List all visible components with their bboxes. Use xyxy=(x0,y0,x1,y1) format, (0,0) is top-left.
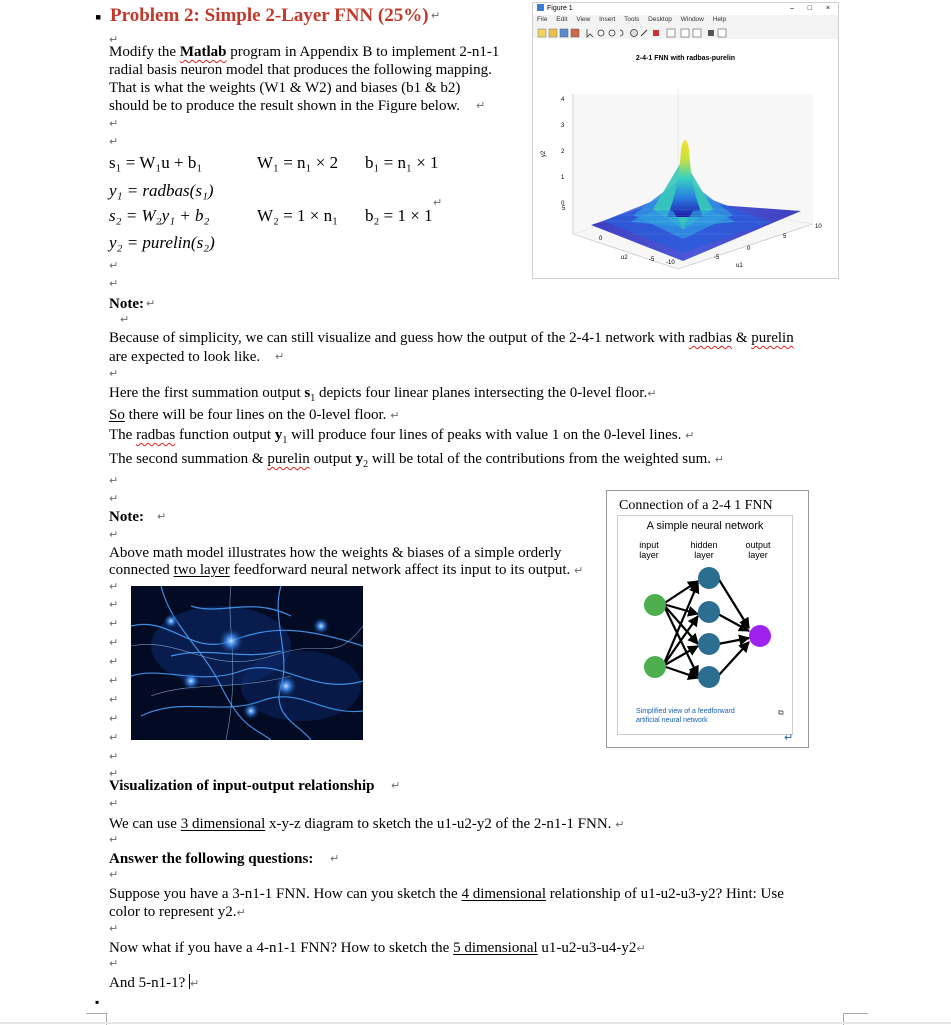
intro-line-4: should be to produce the result shown in the Figure below. xyxy=(109,98,461,114)
note-1-para-2-line-4: The second summation & purelin output $y_2$ will be total of the contributions from the weighted sum. ↵ xyxy=(109,451,724,470)
viz-heading: Visualization of input-output relationship xyxy=(109,778,375,794)
problem-title: Problem 2: Simple 2-Layer FNN (25%) xyxy=(110,5,429,26)
menu-desktop[interactable]: Desktop xyxy=(648,16,672,23)
return-mark: ↵ xyxy=(109,767,119,780)
maximize-button[interactable]: □ xyxy=(807,5,812,12)
question-1-line-2: color to represent y2.↵ xyxy=(109,904,246,920)
intro-line-2: radial basis neuron model that produces the following mapping. xyxy=(109,62,492,78)
return-mark: ↵ xyxy=(146,297,156,310)
return-mark: ↵ xyxy=(109,731,119,744)
eq-w2-size: W₂ = 1 × n₁ xyxy=(257,206,339,225)
note-1-para-2-line-2: So there will be four lines on the 0-level floor. ↵ xyxy=(109,407,400,423)
menu-view[interactable]: View xyxy=(576,16,591,23)
matlab-logo-icon xyxy=(537,4,544,11)
u2-tick-0: 0 xyxy=(599,236,603,242)
note-1-label: Note: xyxy=(109,296,144,312)
close-button[interactable]: × xyxy=(825,5,830,12)
menu-bar xyxy=(537,16,726,23)
nn-hidden-node-4 xyxy=(698,666,720,688)
return-mark: ↵ xyxy=(109,33,119,46)
return-mark: ↵ xyxy=(330,852,340,865)
eq-y1: y₁ = radbas(s₁) xyxy=(109,181,214,200)
return-mark: ↵ xyxy=(476,99,486,112)
nn-diagram xyxy=(618,516,792,734)
question-3-text: And 5-n1-1? xyxy=(109,975,186,991)
return-mark: ↵ xyxy=(109,833,119,846)
x-axis-label: u1 xyxy=(736,263,743,269)
return-mark: ↵ xyxy=(109,957,119,970)
toolbar-icons[interactable] xyxy=(537,28,757,39)
return-mark: ↵ xyxy=(109,474,119,487)
toolbar xyxy=(537,26,757,37)
z-tick-0: 0 xyxy=(561,201,565,207)
note-1-para-1-line-2: are expected to look like. xyxy=(109,349,261,365)
return-mark: ↵ xyxy=(109,750,119,763)
u2-tick-5: 5 xyxy=(562,206,566,212)
return-mark: ↵ xyxy=(109,636,119,649)
surface-plot xyxy=(533,39,838,278)
expand-icon[interactable]: ⧉ xyxy=(778,708,784,717)
nn-layer-label-output: output layer xyxy=(745,540,771,560)
return-mark: ↵ xyxy=(109,117,119,130)
note-1-para-1-line-1: Because of simplicity, we can still visualize and guess how the output of the 2-4-1 network with radbias & purelin xyxy=(109,330,794,346)
eq-y2: y₂ = purelin(s₂) xyxy=(109,233,215,252)
menu-tools[interactable]: Tools xyxy=(624,16,640,23)
intro-line-3: That is what the weights (W1 & W2) and biases (b1 & b2) xyxy=(109,80,461,96)
question-1-line-1: Suppose you have a 3-n1-1 FNN. How can you sketch the 4 dimensional relationship of u1-u2-u3-y2? Hint: Use xyxy=(109,886,784,902)
return-mark: ↵ xyxy=(109,693,119,706)
note-1-para-2-line-3: The radbas function output $y_1$ will produce four lines of peaks with value 1 on the 0-level lines. ↵ xyxy=(109,427,695,446)
nn-title: A simple neural network xyxy=(646,520,764,532)
nn-figure-frame xyxy=(606,490,809,748)
nn-input-node-1 xyxy=(644,594,666,616)
intro-line-1: Modify the Matlab program in Appendix B to implement 2-n1-1 xyxy=(109,44,500,60)
return-mark: ↵ xyxy=(109,259,119,272)
neuron-network-image xyxy=(131,586,363,740)
eq-s1: s₁ = W₁u + b₁ xyxy=(109,153,203,172)
eq-w1-size: W₁ = n₁ × 2 xyxy=(257,153,339,172)
window-title: Figure 1 xyxy=(547,5,573,12)
nn-caption-bottom: Simplified view of a feedforward artificial neural network xyxy=(636,708,735,724)
bullet-marker: ▪ xyxy=(95,7,102,27)
return-mark: ↵ xyxy=(109,492,119,505)
return-mark: ↵ xyxy=(391,779,401,792)
z-tick-4: 4 xyxy=(561,97,565,103)
nn-hidden-node-2 xyxy=(698,601,720,623)
nn-input-node-2 xyxy=(644,656,666,678)
return-mark: ↵ xyxy=(109,528,119,541)
return-mark: ↵ xyxy=(784,731,794,744)
minimize-button[interactable]: – xyxy=(790,5,794,12)
nn-layer-label-input: input layer xyxy=(639,540,659,560)
return-mark: ↵ xyxy=(109,598,119,611)
return-mark: ↵ xyxy=(275,350,285,363)
answer-heading: Answer the following questions: xyxy=(109,851,314,867)
y-axis-label: u2 xyxy=(621,255,628,261)
menu-insert[interactable]: Insert xyxy=(599,16,616,23)
return-mark: ↵ xyxy=(109,580,119,593)
return-mark: ↵ xyxy=(157,510,167,523)
return-mark: ↵ xyxy=(109,868,119,881)
z-tick-3: 3 xyxy=(561,123,565,129)
eq-b1-size: b₁ = n₁ × 1 xyxy=(365,153,439,172)
return-mark: ↵ xyxy=(109,797,119,810)
question-3: And 5-n1-1? ↵ xyxy=(109,975,200,991)
menu-help[interactable]: Help xyxy=(712,16,727,23)
eq-s2: s₂ = W₂y₁ + b₂ xyxy=(109,206,210,225)
nn-inner-panel xyxy=(617,515,793,735)
return-mark: ↵ xyxy=(109,655,119,668)
viz-text: We can use 3 dimensional x-y-z diagram to sketch the u1-u2-y2 of the 2-n1-1 FNN. ↵ xyxy=(109,816,625,832)
u1-tick-5: 5 xyxy=(783,234,787,240)
return-mark: ↵ xyxy=(109,617,119,630)
question-2: Now what if you have a 4-n1-1 FNN? How to sketch the 5 dimensional u1-u2-u3-u4-y2↵ xyxy=(109,940,646,956)
plot-area xyxy=(533,39,838,278)
menu-window[interactable]: Window xyxy=(680,16,704,23)
u1-tick-0: 0 xyxy=(747,246,751,252)
plot-title: 2-4-1 FNN with radbas-purelin xyxy=(635,55,736,62)
nn-hidden-node-1 xyxy=(698,567,720,589)
return-mark: ↵ xyxy=(109,367,119,380)
nn-caption-top: Connection of a 2-4 1 FNN xyxy=(619,498,773,513)
u2-tick-neg5: -5 xyxy=(649,257,655,263)
u2-tick-neg10: -10 xyxy=(666,260,675,266)
return-mark: ↵ xyxy=(120,313,130,326)
note-1-para-2-line-1: Here the first summation output $s_1$ depicts four linear planes intersecting the 0-level floor.↵ xyxy=(109,385,657,404)
note-2-line-1: Above math model illustrates how the weights & biases of a simple orderly xyxy=(109,545,562,561)
u1-tick-neg5: -5 xyxy=(714,255,720,261)
note-2-label: Note: xyxy=(109,509,144,525)
matlab-figure-window xyxy=(532,2,839,279)
bullet-marker-bottom: ▪ xyxy=(95,995,100,1009)
note-2-line-2: connected two layer feedforward neural network affect its input to its output. ↵ xyxy=(109,562,584,578)
menu-file[interactable]: File xyxy=(537,16,548,23)
return-mark: ↵ xyxy=(109,135,119,148)
window-titlebar xyxy=(533,3,838,15)
z-axis-label: y2 xyxy=(541,150,548,158)
neuron-image-art xyxy=(131,586,363,740)
return-mark: ↵ xyxy=(109,922,119,935)
return-mark: ↵ xyxy=(433,196,443,209)
u1-tick-10: 10 xyxy=(815,224,822,230)
nn-hidden-node-3 xyxy=(698,633,720,655)
z-tick-2: 2 xyxy=(561,149,565,155)
return-mark: ↵ xyxy=(109,277,119,290)
return-mark: ↵ xyxy=(109,712,119,725)
return-mark: ↵ xyxy=(431,9,441,22)
nn-layer-label-hidden: hidden layer xyxy=(690,540,718,560)
nn-output-node xyxy=(749,625,771,647)
z-tick-1: 1 xyxy=(561,175,565,181)
return-mark: ↵ xyxy=(109,674,119,687)
menu-edit[interactable]: Edit xyxy=(556,16,568,23)
eq-b2-size: b₂ = 1 × 1 xyxy=(365,206,433,225)
